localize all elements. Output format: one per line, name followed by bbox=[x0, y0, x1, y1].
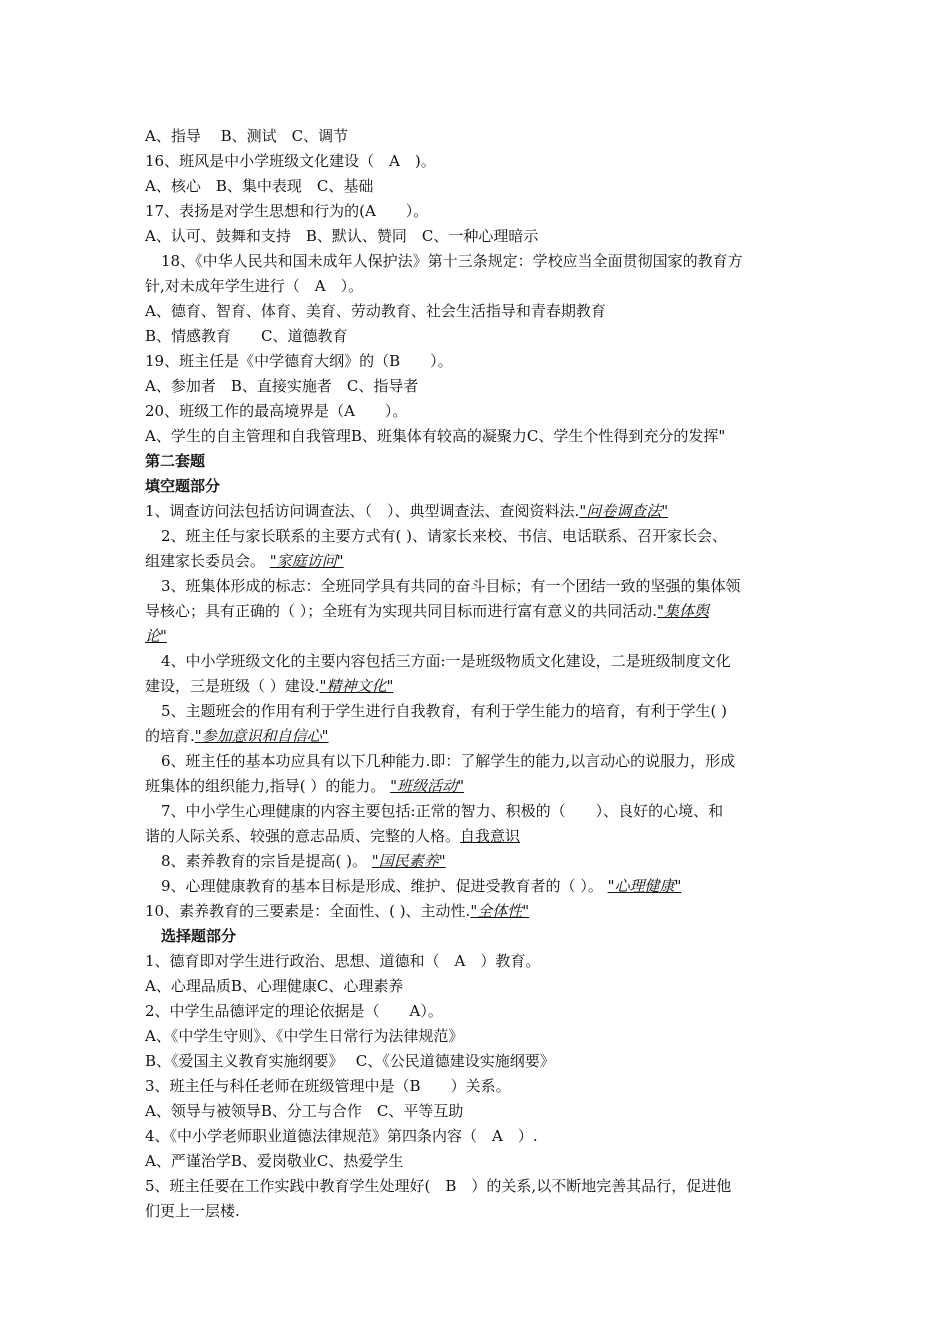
section-heading bbox=[145, 924, 805, 949]
line-text: 18、《中华人民共和国未成年人保护法》第十三条规定：学校应当全面贯彻国家的教育方 bbox=[161, 252, 743, 270]
line-text: A、指导 B、测试 C、调节 bbox=[145, 127, 349, 145]
line-text: A、核心 B、集中表现 C、基础 bbox=[145, 177, 374, 195]
line-text: 8、素养教育的宗旨是提高( )。 bbox=[161, 852, 372, 870]
text-line bbox=[145, 1199, 805, 1224]
text-line bbox=[145, 399, 805, 424]
line-text: 7、中小学生心理健康的内容主要包括:正常的智力、积极的（ ）、良好的心境、和 bbox=[161, 802, 724, 820]
text-line bbox=[145, 724, 805, 749]
document-body bbox=[145, 124, 805, 1224]
answer-text: "问卷调查法" bbox=[579, 502, 669, 520]
text-line bbox=[145, 774, 805, 799]
answer-text: 自我意识 bbox=[460, 827, 521, 845]
text-line bbox=[145, 674, 805, 699]
line-text: 5、主题班会的作用有利于学生进行自我教育，有利于学生能力的培育，有利于学生( ) bbox=[161, 702, 728, 720]
text-line bbox=[145, 1174, 805, 1199]
text-line bbox=[145, 1149, 805, 1174]
line-text: 们更上一层楼. bbox=[145, 1202, 240, 1220]
line-text: B、《爱国主义教育实施纲要》 C、《公民道德建设实施纲要》 bbox=[145, 1052, 555, 1070]
line-text: 9、心理健康教育的基本目标是形成、维护、促进受教育者的（ ）。 bbox=[161, 877, 608, 895]
line-text: 建设，三是班级（ ）建设. bbox=[145, 677, 320, 695]
line-text: 20、班级工作的最高境界是（A ）。 bbox=[145, 402, 408, 420]
line-text: A、严谨治学B、爱岗敬业C、热爱学生 bbox=[145, 1152, 404, 1170]
answer-text: "国民素养" bbox=[371, 852, 446, 870]
line-text: A、认可、鼓舞和支持 B、默认、赞同 C、一种心理暗示 bbox=[145, 227, 539, 245]
text-line bbox=[145, 374, 805, 399]
text-line bbox=[145, 899, 805, 924]
line-text: 导核心；具有正确的（ ）；全班有为实现共同目标而进行富有意义的共同活动. bbox=[145, 602, 658, 620]
line-text: 1、德育即对学生进行政治、思想、道德和（ A ）教育。 bbox=[145, 952, 541, 970]
answer-text: "参加意识和自信心" bbox=[194, 727, 329, 745]
text-line bbox=[145, 524, 805, 549]
line-text: 17、表扬是对学生思想和行为的(A ）。 bbox=[145, 202, 429, 220]
line-text: 4、《中小学老师职业道德法律规范》第四条内容（ A ）. bbox=[145, 1127, 538, 1145]
line-text: A、领导与被领导B、分工与合作 C、平等互助 bbox=[145, 1102, 464, 1120]
line-text: 组建家长委员会。 bbox=[145, 552, 270, 570]
answer-text: 论" bbox=[145, 627, 167, 645]
text-line bbox=[145, 624, 805, 649]
line-text: 4、中小学班级文化的主要内容包括三方面:一是班级物质文化建设，二是班级制度文化 bbox=[161, 652, 731, 670]
line-text: 第二套题 bbox=[145, 452, 206, 470]
text-line bbox=[145, 124, 805, 149]
text-line bbox=[145, 224, 805, 249]
section-heading bbox=[145, 474, 805, 499]
answer-text: "班级活动" bbox=[390, 777, 464, 795]
line-text: A、参加者 B、直接实施者 C、指导者 bbox=[145, 377, 419, 395]
line-text: 3、班集体形成的标志：全班同学具有共同的奋斗目标；有一个团结一致的坚强的集体领 bbox=[161, 577, 741, 595]
text-line bbox=[145, 549, 805, 574]
line-text: 5、班主任要在工作实践中教育学生处理好( B ）的关系,以不断地完善其品行，促进他 bbox=[145, 1177, 732, 1195]
answer-text: "集体舆 bbox=[657, 602, 709, 620]
text-line bbox=[145, 149, 805, 174]
text-line bbox=[145, 1099, 805, 1124]
line-text: B、情感教育 C、道德教育 bbox=[145, 327, 348, 345]
section-heading bbox=[145, 449, 805, 474]
text-line bbox=[145, 349, 805, 374]
answer-text: "精神文化" bbox=[319, 677, 394, 695]
text-line bbox=[145, 999, 805, 1024]
text-line bbox=[145, 174, 805, 199]
line-text: 针,对未成年学生进行（ A ）。 bbox=[145, 277, 364, 295]
line-text: 6、班主任的基本功应具有以下几种能力.即：了解学生的能力,以言动心的说服力，形成 bbox=[161, 752, 736, 770]
answer-text: "全体性" bbox=[470, 902, 530, 920]
text-line bbox=[145, 974, 805, 999]
text-line bbox=[145, 249, 805, 274]
text-line bbox=[145, 499, 805, 524]
line-text: 16、班风是中小学班级文化建设（ A )。 bbox=[145, 152, 436, 170]
text-line bbox=[145, 574, 805, 599]
line-text: 2、班主任与家长联系的主要方式有( )、请家长来校、书信、电话联系、召开家长会、 bbox=[161, 527, 728, 545]
line-text: A、学生的自主管理和自我管理B、班集体有较高的凝聚力C、学生个性得到充分的发挥" bbox=[145, 427, 726, 445]
line-text: 3、班主任与科任老师在班级管理中是（B ）关系。 bbox=[145, 1077, 511, 1095]
answer-text: "心理健康" bbox=[607, 877, 682, 895]
text-line bbox=[145, 749, 805, 774]
line-text: 19、班主任是《中学德育大纲》的（B ）。 bbox=[145, 352, 453, 370]
line-text: 1、调查访问法包括访问调查法、（ ）、典型调查法、查阅资料法. bbox=[145, 502, 580, 520]
text-line bbox=[145, 1124, 805, 1149]
text-line bbox=[145, 274, 805, 299]
text-line bbox=[145, 1049, 805, 1074]
line-text: 班集体的组织能力,指导( ）的能力。 bbox=[145, 777, 391, 795]
text-line bbox=[145, 874, 805, 899]
line-text: 10、素养教育的三要素是：全面性、( )、主动性. bbox=[145, 902, 471, 920]
text-line bbox=[145, 299, 805, 324]
text-line bbox=[145, 799, 805, 824]
line-text: 2、中学生品德评定的理论依据是（ A）。 bbox=[145, 1002, 443, 1020]
line-text: A、心理品质B、心理健康C、心理素养 bbox=[145, 977, 404, 995]
line-text: 谐的人际关系、较强的意志品质、完整的人格。 bbox=[145, 827, 461, 845]
text-line bbox=[145, 199, 805, 224]
text-line bbox=[145, 1074, 805, 1099]
text-line bbox=[145, 849, 805, 874]
text-line bbox=[145, 649, 805, 674]
line-text: A、德育、智育、体育、美育、劳动教育、社会生活指导和青春期教育 bbox=[145, 302, 606, 320]
text-line bbox=[145, 424, 805, 449]
text-line bbox=[145, 1024, 805, 1049]
text-line bbox=[145, 949, 805, 974]
line-text: 的培育. bbox=[145, 727, 195, 745]
text-line bbox=[145, 324, 805, 349]
text-line bbox=[145, 599, 805, 624]
line-text: 选择题部分 bbox=[161, 927, 237, 945]
line-text: 填空题部分 bbox=[145, 477, 221, 495]
line-text: A、《中学生守则》、《中学生日常行为法律规范》 bbox=[145, 1027, 464, 1045]
text-line bbox=[145, 699, 805, 724]
answer-text: "家庭访问" bbox=[269, 552, 344, 570]
text-line bbox=[145, 824, 805, 849]
